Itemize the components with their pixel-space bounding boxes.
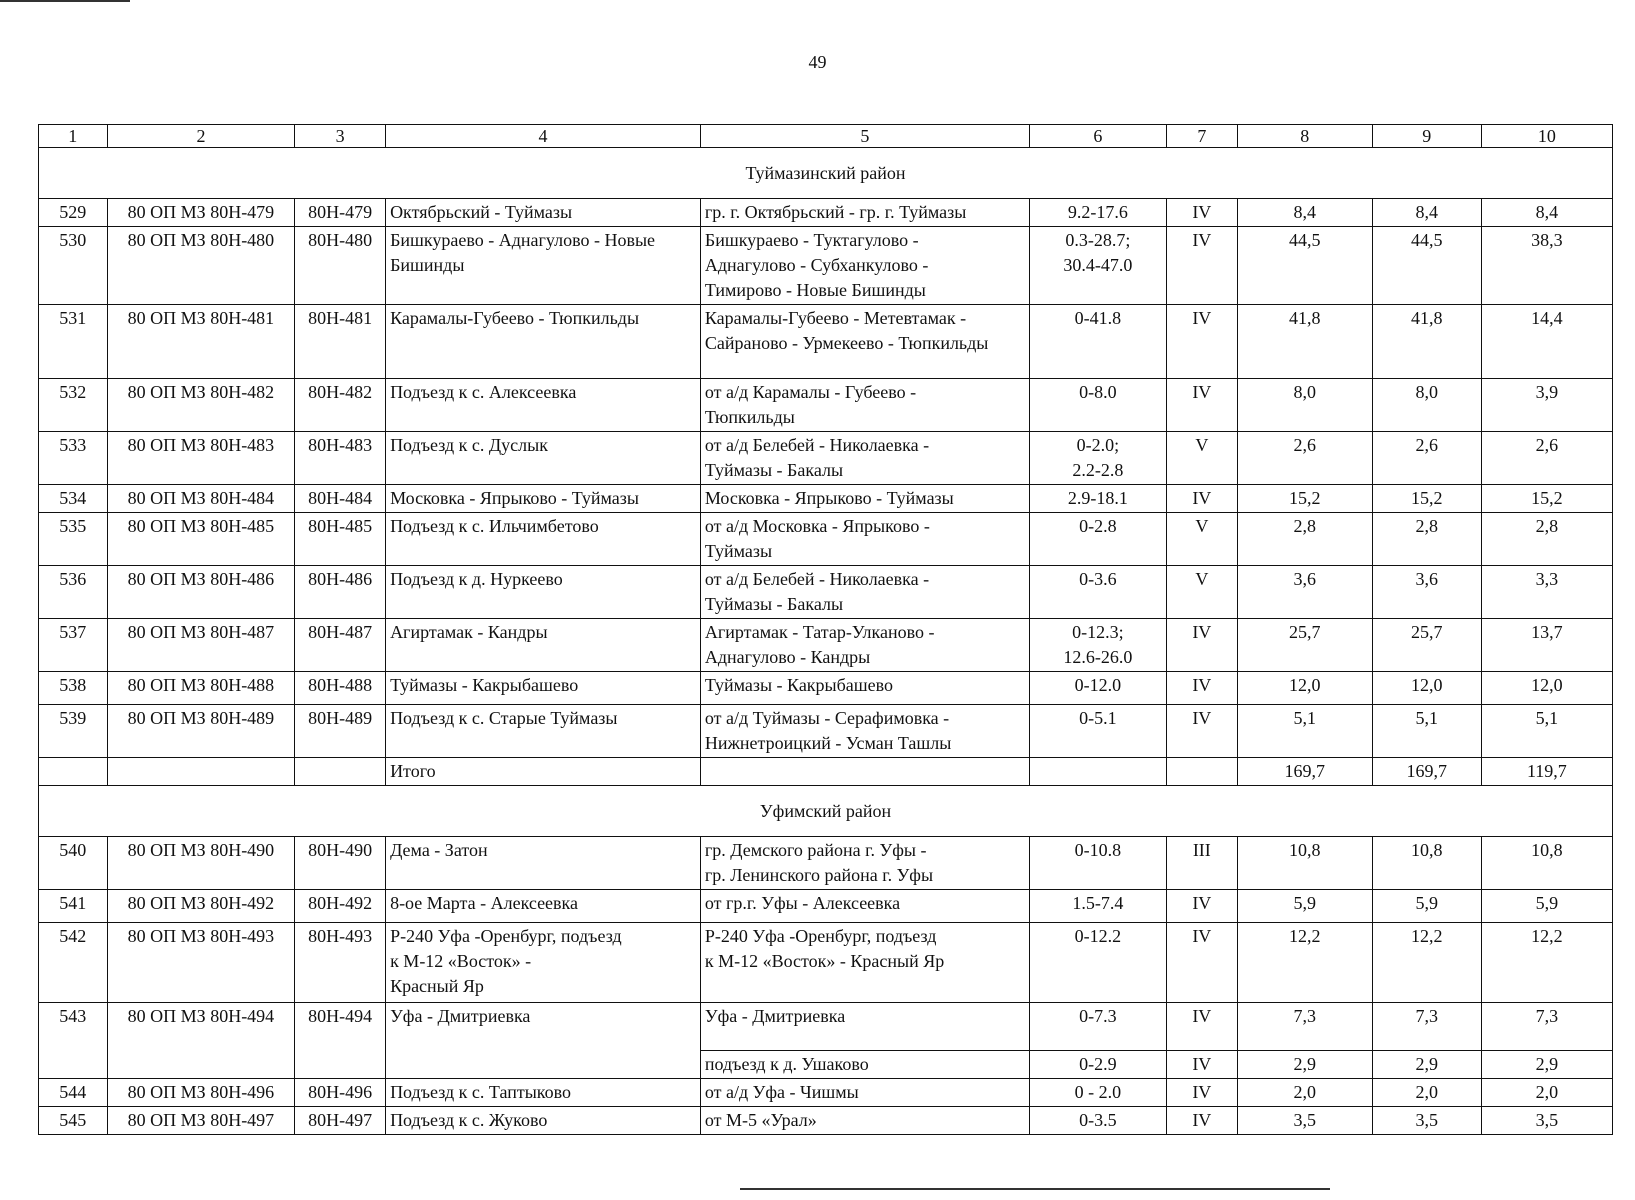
total-row — [39, 758, 1613, 786]
road-length-total: 41,8 — [1237, 305, 1372, 379]
road-category: V — [1167, 513, 1238, 566]
row-number: 544 — [39, 1079, 108, 1107]
road-km-range: 0-2.0; 2.2-2.8 — [1029, 432, 1166, 485]
road-length-col9: 5,9 — [1372, 890, 1481, 923]
road-length-col10: 3,5 — [1481, 1107, 1612, 1135]
road-length-col9: 2,0 — [1372, 1079, 1481, 1107]
road-km-range: 0-5.1 — [1029, 705, 1166, 758]
road-id: 80 ОП МЗ 80Н-480 — [107, 227, 295, 305]
road-name: Карамалы-Губеево - Тюпкильды — [386, 305, 701, 379]
road-code: 80Н-493 — [295, 923, 386, 1003]
header-cell-4: 4 — [386, 125, 701, 148]
road-route: подъезд к д. Ушаково — [700, 1051, 1029, 1079]
road-length-col9: 5,1 — [1372, 705, 1481, 758]
road-name: Подъезд к с. Таптыково — [386, 1079, 701, 1107]
road-length-col9: 25,7 — [1372, 619, 1481, 672]
road-length-total: 2,0 — [1237, 1079, 1372, 1107]
road-length-col10: 12,0 — [1481, 672, 1612, 705]
road-route: Бишкураево - Туктагулово - Аднагулово - Субханкулово - Тимирово - Новые Бишинды — [700, 227, 1029, 305]
road-length-total: 8,0 — [1237, 379, 1372, 432]
table-row — [39, 1079, 1613, 1107]
road-name: Подъезд к с. Жуково — [386, 1107, 701, 1135]
road-id: 80 ОП МЗ 80Н-481 — [107, 305, 295, 379]
road-route: Московка - Япрыково - Туймазы — [700, 485, 1029, 513]
table-row — [39, 379, 1613, 432]
table-row — [39, 513, 1613, 566]
road-route: от а/д Московка - Япрыково - Туймазы — [700, 513, 1029, 566]
road-id: 80 ОП МЗ 80Н-487 — [107, 619, 295, 672]
row-number: 536 — [39, 566, 108, 619]
road-length-col10: 10,8 — [1481, 837, 1612, 890]
road-km-range: 0-41.8 — [1029, 305, 1166, 379]
road-name: Октябрьский - Туймазы — [386, 199, 701, 227]
road-category: IV — [1167, 619, 1238, 672]
road-id: 80 ОП МЗ 80Н-483 — [107, 432, 295, 485]
road-km-range: 0-3.5 — [1029, 1107, 1166, 1135]
total-label: Итого — [386, 758, 701, 786]
row-number: 532 — [39, 379, 108, 432]
road-code: 80Н-496 — [295, 1079, 386, 1107]
road-length-col10: 13,7 — [1481, 619, 1612, 672]
empty-cell — [295, 758, 386, 786]
header-cell-1: 1 — [39, 125, 108, 148]
road-id: 80 ОП МЗ 80Н-490 — [107, 837, 295, 890]
table-row — [39, 227, 1613, 305]
road-name: Подъезд к с. Алексеевка — [386, 379, 701, 432]
road-code: 80Н-492 — [295, 890, 386, 923]
road-name: Московка - Япрыково - Туймазы — [386, 485, 701, 513]
road-length-total: 12,0 — [1237, 672, 1372, 705]
section-title: Туймазинский район — [39, 148, 1613, 199]
road-name: Уфа - Дмитриевка — [386, 1003, 701, 1079]
bottom-rule — [740, 1188, 1330, 1190]
road-length-col10: 8,4 — [1481, 199, 1612, 227]
table-row — [39, 923, 1613, 1003]
page-number: 49 — [808, 52, 827, 72]
road-length-col9: 10,8 — [1372, 837, 1481, 890]
road-category: IV — [1167, 705, 1238, 758]
road-km-range: 0-7.3 — [1029, 1003, 1166, 1051]
road-length-col9: 8,4 — [1372, 199, 1481, 227]
road-code: 80Н-484 — [295, 485, 386, 513]
road-name: Агиртамак - Кандры — [386, 619, 701, 672]
road-length-col10: 3,9 — [1481, 379, 1612, 432]
road-km-range: 0-3.6 — [1029, 566, 1166, 619]
road-category: IV — [1167, 1051, 1238, 1079]
road-code: 80Н-497 — [295, 1107, 386, 1135]
road-length-total: 15,2 — [1237, 485, 1372, 513]
road-length-total: 10,8 — [1237, 837, 1372, 890]
road-category: IV — [1167, 379, 1238, 432]
road-code: 80Н-487 — [295, 619, 386, 672]
road-km-range: 0-8.0 — [1029, 379, 1166, 432]
road-length-col9: 3,5 — [1372, 1107, 1481, 1135]
road-name: 8-ое Марта - Алексеевка — [386, 890, 701, 923]
table-row — [39, 305, 1613, 379]
section-title-row — [39, 786, 1613, 837]
road-length-col10: 3,3 — [1481, 566, 1612, 619]
table-row — [39, 890, 1613, 923]
row-number: 531 — [39, 305, 108, 379]
road-name: Подъезд к д. Нуркеево — [386, 566, 701, 619]
section-title: Уфимский район — [39, 786, 1613, 837]
road-name: Подъезд к с. Старые Туймазы — [386, 705, 701, 758]
empty-cell — [700, 758, 1029, 786]
road-category: IV — [1167, 199, 1238, 227]
road-route: Уфа - Дмитриевка — [700, 1003, 1029, 1051]
road-name: Туймазы - Какрыбашево — [386, 672, 701, 705]
row-number: 541 — [39, 890, 108, 923]
road-id: 80 ОП МЗ 80Н-497 — [107, 1107, 295, 1135]
row-number: 530 — [39, 227, 108, 305]
road-route: гр. Демского района г. Уфы - гр. Ленинского района г. Уфы — [700, 837, 1029, 890]
road-length-total: 7,3 — [1237, 1003, 1372, 1051]
road-length-col10: 12,2 — [1481, 923, 1612, 1003]
road-route: Агиртамак - Татар-Улканово - Аднагулово - Кандры — [700, 619, 1029, 672]
road-category: IV — [1167, 485, 1238, 513]
roads-table-sheet — [38, 124, 1613, 1135]
road-route: Карамалы-Губеево - Метевтамак - Сайраново - Урмекеево - Тюпкильды — [700, 305, 1029, 379]
road-length-col10: 38,3 — [1481, 227, 1612, 305]
road-category: IV — [1167, 227, 1238, 305]
road-length-total: 2,9 — [1237, 1051, 1372, 1079]
road-code: 80Н-479 — [295, 199, 386, 227]
road-code: 80Н-494 — [295, 1003, 386, 1079]
road-length-total: 25,7 — [1237, 619, 1372, 672]
road-code: 80Н-490 — [295, 837, 386, 890]
road-id: 80 ОП МЗ 80Н-479 — [107, 199, 295, 227]
road-code: 80Н-483 — [295, 432, 386, 485]
road-code: 80Н-485 — [295, 513, 386, 566]
road-length-col10: 7,3 — [1481, 1003, 1612, 1051]
header-cell-3: 3 — [295, 125, 386, 148]
road-route: от гр.г. Уфы - Алексеевка — [700, 890, 1029, 923]
road-code: 80Н-489 — [295, 705, 386, 758]
road-route: Туймазы - Какрыбашево — [700, 672, 1029, 705]
road-category: IV — [1167, 923, 1238, 1003]
empty-cell — [39, 758, 108, 786]
row-number: 540 — [39, 837, 108, 890]
total-length: 169,7 — [1237, 758, 1372, 786]
road-route: от а/д Туймазы - Серафимовка - Нижнетроицкий - Усман Ташлы — [700, 705, 1029, 758]
header-cell-7: 7 — [1167, 125, 1238, 148]
total-col9: 169,7 — [1372, 758, 1481, 786]
road-km-range: 0-10.8 — [1029, 837, 1166, 890]
road-length-col10: 14,4 — [1481, 305, 1612, 379]
road-route: от а/д Карамалы - Губеево - Тюпкильды — [700, 379, 1029, 432]
road-length-col9: 2,9 — [1372, 1051, 1481, 1079]
road-code: 80Н-482 — [295, 379, 386, 432]
road-route: Р-240 Уфа -Оренбург, подъезд к М-12 «Восток» - Красный Яр — [700, 923, 1029, 1003]
road-category: V — [1167, 566, 1238, 619]
table-row — [39, 485, 1613, 513]
table-row — [39, 199, 1613, 227]
road-id: 80 ОП МЗ 80Н-482 — [107, 379, 295, 432]
road-length-col9: 12,2 — [1372, 923, 1481, 1003]
table-row — [39, 1107, 1613, 1135]
road-code: 80Н-480 — [295, 227, 386, 305]
road-length-total: 2,6 — [1237, 432, 1372, 485]
road-category: III — [1167, 837, 1238, 890]
road-length-col9: 41,8 — [1372, 305, 1481, 379]
road-category: IV — [1167, 890, 1238, 923]
row-number: 542 — [39, 923, 108, 1003]
road-km-range: 0 - 2.0 — [1029, 1079, 1166, 1107]
table-row — [39, 566, 1613, 619]
road-length-total: 2,8 — [1237, 513, 1372, 566]
row-number: 529 — [39, 199, 108, 227]
road-name: Дема - Затон — [386, 837, 701, 890]
row-number: 534 — [39, 485, 108, 513]
table-row — [39, 1003, 1613, 1051]
road-length-col10: 2,8 — [1481, 513, 1612, 566]
road-category: IV — [1167, 672, 1238, 705]
road-km-range: 0-2.9 — [1029, 1051, 1166, 1079]
road-km-range: 0-12.3; 12.6-26.0 — [1029, 619, 1166, 672]
road-length-total: 5,9 — [1237, 890, 1372, 923]
road-id: 80 ОП МЗ 80Н-489 — [107, 705, 295, 758]
road-name: Подъезд к с. Дуслык — [386, 432, 701, 485]
road-category: IV — [1167, 305, 1238, 379]
road-length-col10: 5,9 — [1481, 890, 1612, 923]
row-number: 535 — [39, 513, 108, 566]
road-code: 80Н-488 — [295, 672, 386, 705]
road-length-total: 3,6 — [1237, 566, 1372, 619]
road-length-total: 12,2 — [1237, 923, 1372, 1003]
road-length-col10: 5,1 — [1481, 705, 1612, 758]
road-id: 80 ОП МЗ 80Н-492 — [107, 890, 295, 923]
table-row — [39, 432, 1613, 485]
section-title-row — [39, 148, 1613, 199]
empty-cell — [1029, 758, 1166, 786]
road-route: гр. г. Октябрьский - гр. г. Туймазы — [700, 199, 1029, 227]
road-km-range: 1.5-7.4 — [1029, 890, 1166, 923]
road-code: 80Н-481 — [295, 305, 386, 379]
road-length-total: 5,1 — [1237, 705, 1372, 758]
road-km-range: 0-2.8 — [1029, 513, 1166, 566]
road-id: 80 ОП МЗ 80Н-486 — [107, 566, 295, 619]
road-length-col9: 7,3 — [1372, 1003, 1481, 1051]
road-length-col10: 2,9 — [1481, 1051, 1612, 1079]
scan-edge-line — [0, 0, 130, 2]
road-length-total: 3,5 — [1237, 1107, 1372, 1135]
header-row — [39, 125, 1613, 148]
road-name: Подъезд к с. Ильчимбетово — [386, 513, 701, 566]
row-number: 538 — [39, 672, 108, 705]
road-name: Р-240 Уфа -Оренбург, подъезд к М-12 «Восток» - Красный Яр — [386, 923, 701, 1003]
row-number: 539 — [39, 705, 108, 758]
road-km-range: 0.3-28.7; 30.4-47.0 — [1029, 227, 1166, 305]
empty-cell — [107, 758, 295, 786]
road-id: 80 ОП МЗ 80Н-485 — [107, 513, 295, 566]
road-route: от а/д Белебей - Николаевка - Туймазы - Бакалы — [700, 432, 1029, 485]
road-route: от М-5 «Урал» — [700, 1107, 1029, 1135]
road-category: IV — [1167, 1003, 1238, 1051]
road-length-col10: 15,2 — [1481, 485, 1612, 513]
empty-cell — [1167, 758, 1238, 786]
row-number: 543 — [39, 1003, 108, 1079]
table-row — [39, 619, 1613, 672]
road-category: IV — [1167, 1079, 1238, 1107]
road-length-col9: 44,5 — [1372, 227, 1481, 305]
header-cell-2: 2 — [107, 125, 295, 148]
roads-table — [38, 124, 1613, 1135]
road-length-col9: 2,8 — [1372, 513, 1481, 566]
header-cell-10: 10 — [1481, 125, 1612, 148]
road-id: 80 ОП МЗ 80Н-494 — [107, 1003, 295, 1079]
row-number: 545 — [39, 1107, 108, 1135]
road-length-col10: 2,0 — [1481, 1079, 1612, 1107]
road-km-range: 9.2-17.6 — [1029, 199, 1166, 227]
road-length-col9: 12,0 — [1372, 672, 1481, 705]
road-id: 80 ОП МЗ 80Н-488 — [107, 672, 295, 705]
road-length-total: 44,5 — [1237, 227, 1372, 305]
road-length-col9: 2,6 — [1372, 432, 1481, 485]
road-category: V — [1167, 432, 1238, 485]
road-code: 80Н-486 — [295, 566, 386, 619]
road-length-col9: 3,6 — [1372, 566, 1481, 619]
road-km-range: 2.9-18.1 — [1029, 485, 1166, 513]
road-route: от а/д Белебей - Николаевка - Туймазы - Бакалы — [700, 566, 1029, 619]
road-length-total: 8,4 — [1237, 199, 1372, 227]
road-length-col9: 15,2 — [1372, 485, 1481, 513]
road-name: Бишкураево - Аднагулово - Новые Бишинды — [386, 227, 701, 305]
header-cell-8: 8 — [1237, 125, 1372, 148]
table-row — [39, 672, 1613, 705]
table-row — [39, 705, 1613, 758]
total-col10: 119,7 — [1481, 758, 1612, 786]
header-cell-5: 5 — [700, 125, 1029, 148]
road-length-col9: 8,0 — [1372, 379, 1481, 432]
road-id: 80 ОП МЗ 80Н-493 — [107, 923, 295, 1003]
road-category: IV — [1167, 1107, 1238, 1135]
road-km-range: 0-12.2 — [1029, 923, 1166, 1003]
road-route: от а/д Уфа - Чишмы — [700, 1079, 1029, 1107]
header-cell-9: 9 — [1372, 125, 1481, 148]
road-id: 80 ОП МЗ 80Н-484 — [107, 485, 295, 513]
row-number: 533 — [39, 432, 108, 485]
header-cell-6: 6 — [1029, 125, 1166, 148]
road-length-col10: 2,6 — [1481, 432, 1612, 485]
table-row — [39, 837, 1613, 890]
row-number: 537 — [39, 619, 108, 672]
road-km-range: 0-12.0 — [1029, 672, 1166, 705]
road-id: 80 ОП МЗ 80Н-496 — [107, 1079, 295, 1107]
